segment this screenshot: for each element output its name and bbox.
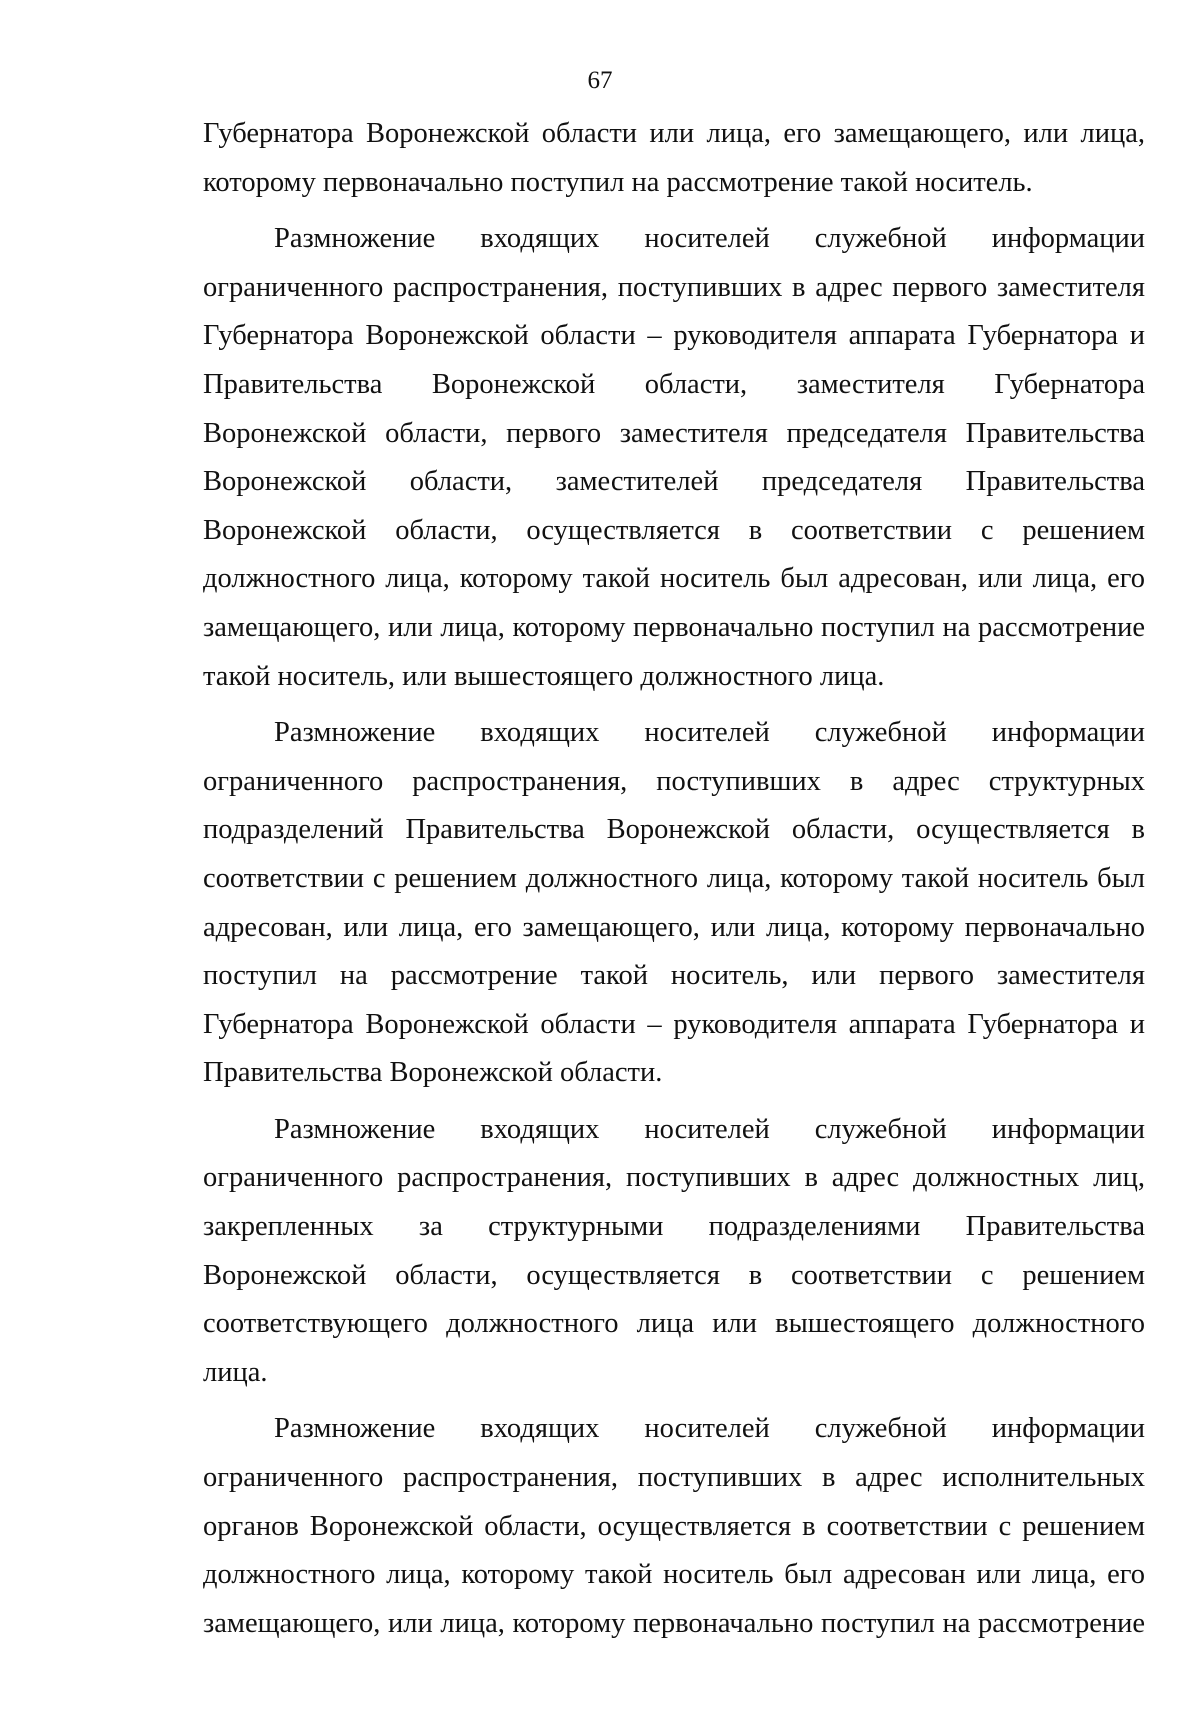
paragraph-continuation: Губернатора Воронежской области или лица, его замещающего, или лица, которому первоначально поступил на рассмотрение такой носитель.	[203, 118, 1145, 198]
document-body	[203, 110, 1145, 1656]
paragraph-executive-bodies: Размножение входящих носителей служебной информации ограниченного распространения, поступивших в адрес исполнительных органов Воронежской области, осуществляется в соответствии с решением должностного лица, которому такой носитель был адресован или лица, его замещающего, или лица, которому первоначально поступил на рассмотрение	[203, 1413, 1145, 1639]
page-number: 67	[587, 67, 613, 94]
paragraph-officials: Размножение входящих носителей служебной информации ограниченного распространения, поступивших в адрес должностных лиц, закрепленных за структурными подразделениями Правительства Воронежской области, осуществляется в соответствии с решением соответствующего должностного лица или вышестоящего должностного лица.	[203, 1113, 1145, 1388]
paragraph-deputies-incoming: Размножение входящих носителей служебной информации ограниченного распространения, поступивших в адрес первого заместителя Губернатора Воронежской области – руководителя аппарата Губернатора и Правительства Воронежской области, заместителя Губернатора Воронежской области, первого заместителя председателя Правительства Воронежской области, заместителей председателя Правительства Воронежской области, осуществляется в соответствии с решением должностного лица, которому такой носитель был адресован, или лица, его замещающего, или лица, которому первоначально поступил на рассмотрение такой носитель, или вышестоящего должностного лица.	[203, 223, 1145, 692]
paragraph-structural-units: Размножение входящих носителей служебной информации ограниченного распространения, поступивших в адрес структурных подразделений Правительства Воронежской области, осуществляется в соответствии с решением должностного лица, которому такой носитель был адресован, или лица, его замещающего, или лица, которому первоначально поступил на рассмотрение такой носитель, или первого заместителя Губернатора Воронежской области – руководителя аппарата Губернатора и Правительства Воронежской области.	[203, 717, 1145, 1089]
